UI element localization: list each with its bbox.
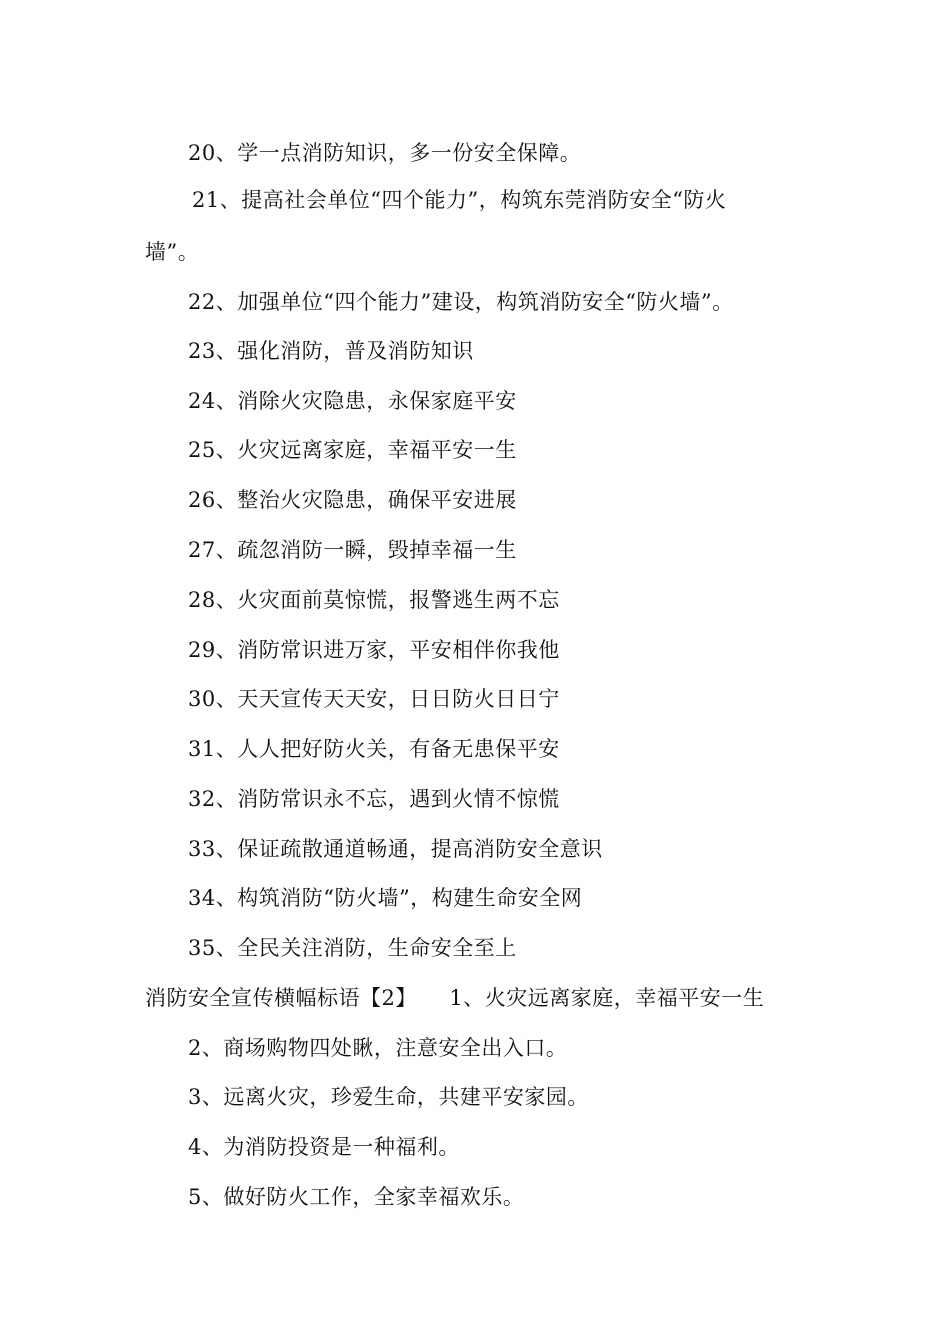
text-line: 2、商场购物四处瞅，注意安全出入口。	[188, 1036, 568, 1060]
text-line: 28、火灾面前莫惊慌，报警逃生两不忘	[188, 588, 560, 612]
text-line: 24、消除火灾隐患，永保家庭平安	[188, 389, 517, 413]
text-line: 27、疏忽消防一瞬，毁掉幸福一生	[188, 538, 517, 562]
text-line: 33、保证疏散通道畅通，提高消防安全意识	[188, 837, 603, 861]
text-line: 21、提高社会单位“四个能力”，构筑东莞消防安全“防火	[192, 188, 727, 212]
text-line: 29、消防常识进万家，平安相伴你我他	[188, 638, 560, 662]
text-line: 34、构筑消防“防火墙”，构建生命安全网	[188, 886, 583, 910]
text-line: 31、人人把好防火关，有备无患保平安	[188, 737, 560, 761]
text-line: 墙”。	[145, 240, 200, 264]
text-line: 4、为消防投资是一种福利。	[188, 1135, 460, 1159]
section-heading-line: 消防安全宣传横幅标语【2】 1、火灾远离家庭，幸福平安一生	[145, 986, 765, 1010]
text-line: 20、学一点消防知识，多一份安全保障。	[188, 141, 582, 165]
text-line: 35、全民关注消防，生命安全至上	[188, 936, 517, 960]
text-line: 26、整治火灾隐患，确保平安进展	[188, 488, 517, 512]
text-line: 3、远离火灾，珍爱生命，共建平安家园。	[188, 1085, 589, 1109]
text-line: 22、加强单位“四个能力”建设，构筑消防安全“防火墙”。	[188, 290, 734, 314]
text-line: 23、强化消防，普及消防知识	[188, 339, 474, 363]
text-line: 30、天天宣传天天安，日日防火日日宁	[188, 687, 560, 711]
text-line: 5、做好防火工作，全家幸福欢乐。	[188, 1185, 525, 1209]
text-line: 32、消防常识永不忘，遇到火情不惊慌	[188, 787, 560, 811]
text-line: 25、火灾远离家庭，幸福平安一生	[188, 438, 517, 462]
